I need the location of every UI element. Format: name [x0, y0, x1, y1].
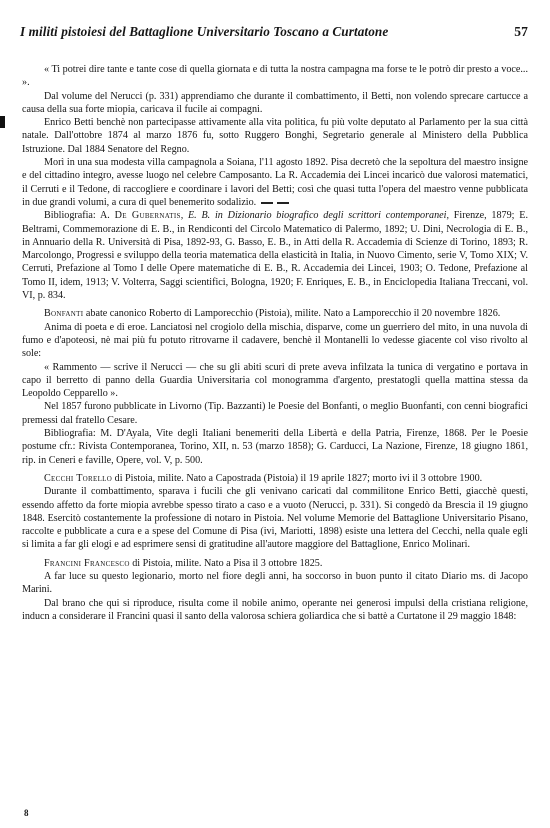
dash-rule — [261, 202, 273, 204]
entry-heading — [22, 307, 528, 320]
paragraph: Anima di poeta e di eroe. Lanciatosi nel crogiolo della mischia, disparve, come un guerriero del mito, in una nuvola di fumo e d'apoteosi, nè mai più fu potuto ritrovarne il cadavere, benchè il Montanelli lo vedesse giacente col viso rivolto al sole: — [22, 321, 528, 360]
quote-paragraph: « Rammento — scrive il Nerucci — che su gli abiti scuri di prete aveva infilzata la tunica di vergatino e portava in capo il berretto di panno della Guardia Universitaria col monogramma d'argento, prestatogli quella mattina stessa da Leopoldo Cepparello ». — [22, 361, 528, 400]
paragraph: Durante il combattimento, sparava i fucili che gli venivano caricati dal commilitone Enrico Betti, giacchè questi, essendo affetto da forte miopia avrebbe spesso tirato a caso e a vuoto (Nerucci, p. 331). Si congedò da Brescia il 19 giugno 1848. Esercitò costantemente la professione di notaro in Pistoia. Nel volume Memorie del Battaglione Universitario Pisano, raccolte e pubblicate a cura e a spese del Comune di Pisa (ivi, Mariotti, 1898) esiste una lettera del Cecchi, nella quale egli si limita a far gli elogi e ad esprimere sensi di gratitudine all'autore maggiore del Battaglione, Enrico Molinari. — [22, 486, 528, 551]
paragraph: A far luce su questo legionario, morto nel fiore degli anni, ha soccorso in buon punto il citato Diario ms. di Jacopo Marini. — [22, 570, 528, 596]
bibliography-lead: Bibliografia: A. — [44, 210, 115, 222]
paragraph: Enrico Betti benchè non partecipasse attivamente alla vita politica, fu più volte deputato al Parlamento per la sua città natale. Dall'ottobre 1874 al marzo 1876 fu, sotto Ruggero Bonghi, Segretario generale al Ministero della Pubblica Istruzione. Dal 1884 Senatore del Regno. — [22, 117, 528, 155]
bibliography-paragraph — [22, 209, 528, 302]
quote-paragraph: « Ti potrei dire tante e tante cose di quella giornata e di tutta la nostra campagna ma forse te le potrò dir presto a voce... ». — [22, 64, 528, 89]
paragraph-text: Morì in una sua modesta villa campagnola a Soiana, l'11 agosto 1892. Pisa decretò che la sepoltura del maestro insigne e del cittadino integro, avesse luogo nel celebre Camposanto. La R. Accademia dei Lincei incaricò due valorosi matematici, il Cerruti e il Tedone, di raccogliere e coordinare i lavori del Betti; così che quasi tutta l'opera del maestro venne pubblicata in due grandi volumi, a cura di quel benemerito sodalizio. — [22, 157, 528, 208]
entry-heading — [22, 472, 528, 485]
header-title: I militi pistoiesi del Battaglione Universitario Toscano a Curtatone — [20, 24, 389, 39]
entry-text: abate canonico Roberto di Lamporecchio (Pistoia), milite. Nato a Lamporecchio il 20 novembre 1826. — [83, 308, 501, 320]
paragraph: Nel 1857 furono pubblicate in Livorno (Tip. Bazzanti) le Poesie del Bonfanti, o meglio Buonfanti, con cenni biografici premessi dal fratello Cesare. — [22, 401, 528, 426]
margin-mark — [0, 116, 5, 128]
bibliography-author: De Gubernatis — [114, 210, 181, 222]
bibliography-rest: Firenze, 1879; E. Beltrami, Commemorazione di E. B., in Rendiconti del Circolo Matematico di Palermo, 1892; U. Dini, Necrologia di E. B., in Annuario della R. Università di Pisa, 1892-93, G. Basso, E. B., in Atti della R. Accademia di Scienze di Torino, 1893; R. Marcolongo, Progressi e sviluppo della teoria matematica della elasticità in Italia, in Nuovo Cimento, serie V, Tomo XIX; V. Cerruti, Prefazione al Tomo I delle Opere matematiche di E. B., R. Accademia dei Lincei, 1903; O. Tedone, Prefazione al Tomo II, idem, 1913; V. Volterra, Saggi scientifici, Bologna, 1920; F. Enriques, E. B., in Enciclopedia Italiana Treccani, vol. VI, p. 834. — [22, 210, 528, 302]
entry-name: Bonfanti — [44, 308, 84, 320]
page-number: 57 — [514, 24, 528, 39]
bibliography-paragraph: Bibliografia: M. D'Ayala, Vite degli Italiani benemeriti della Libertà e della Patria, Firenze, 1868. Per le Poesie postume cfr.: Rivista Contemporanea, Torino, XII, n. 53 (marzo 1858); G. Carducci, La Nazione, Firenze, 18 giugno 1861, rip. in Ceneri e faville, Opere, vol. V, p. 500. — [22, 428, 528, 466]
entry-text: di Pistoia, milite. Nato a Capostrada (Pistoia) il 19 aprile 1827; morto ivi il 3 ottobre 1900. — [112, 472, 483, 484]
entry-name: Cecchi Torello — [44, 472, 113, 484]
dash-rule — [277, 202, 289, 204]
running-header — [20, 24, 528, 46]
signature-mark: 8 — [24, 808, 29, 818]
paragraph: Dal volume del Nerucci (p. 331) apprendiamo che durante il combattimento, il Betti, non volendo sprecare cartucce a causa della sua forte miopia, caricava il fucile ai compagni. — [22, 90, 528, 115]
paragraph: Dal brano che qui si riproduce, risulta come il nobile animo, operante nei generosi impulsi della cristiana religione, inducn a considerare il Francini quasi il santo della valorosa schiera goliardica che si battè a Curtatone il 29 maggio 1848: — [22, 597, 528, 622]
entry-heading — [22, 557, 528, 570]
page-body — [22, 63, 528, 623]
paragraph — [22, 156, 528, 209]
bibliography-work: , E. B. in Dizionario biografico degli scrittori contemporanei, — [180, 210, 449, 222]
entry-text: di Pistoia, milite. Nato a Pisa il 3 ottobre 1825. — [129, 557, 323, 569]
entry-name: Francini Francesco — [44, 557, 130, 569]
